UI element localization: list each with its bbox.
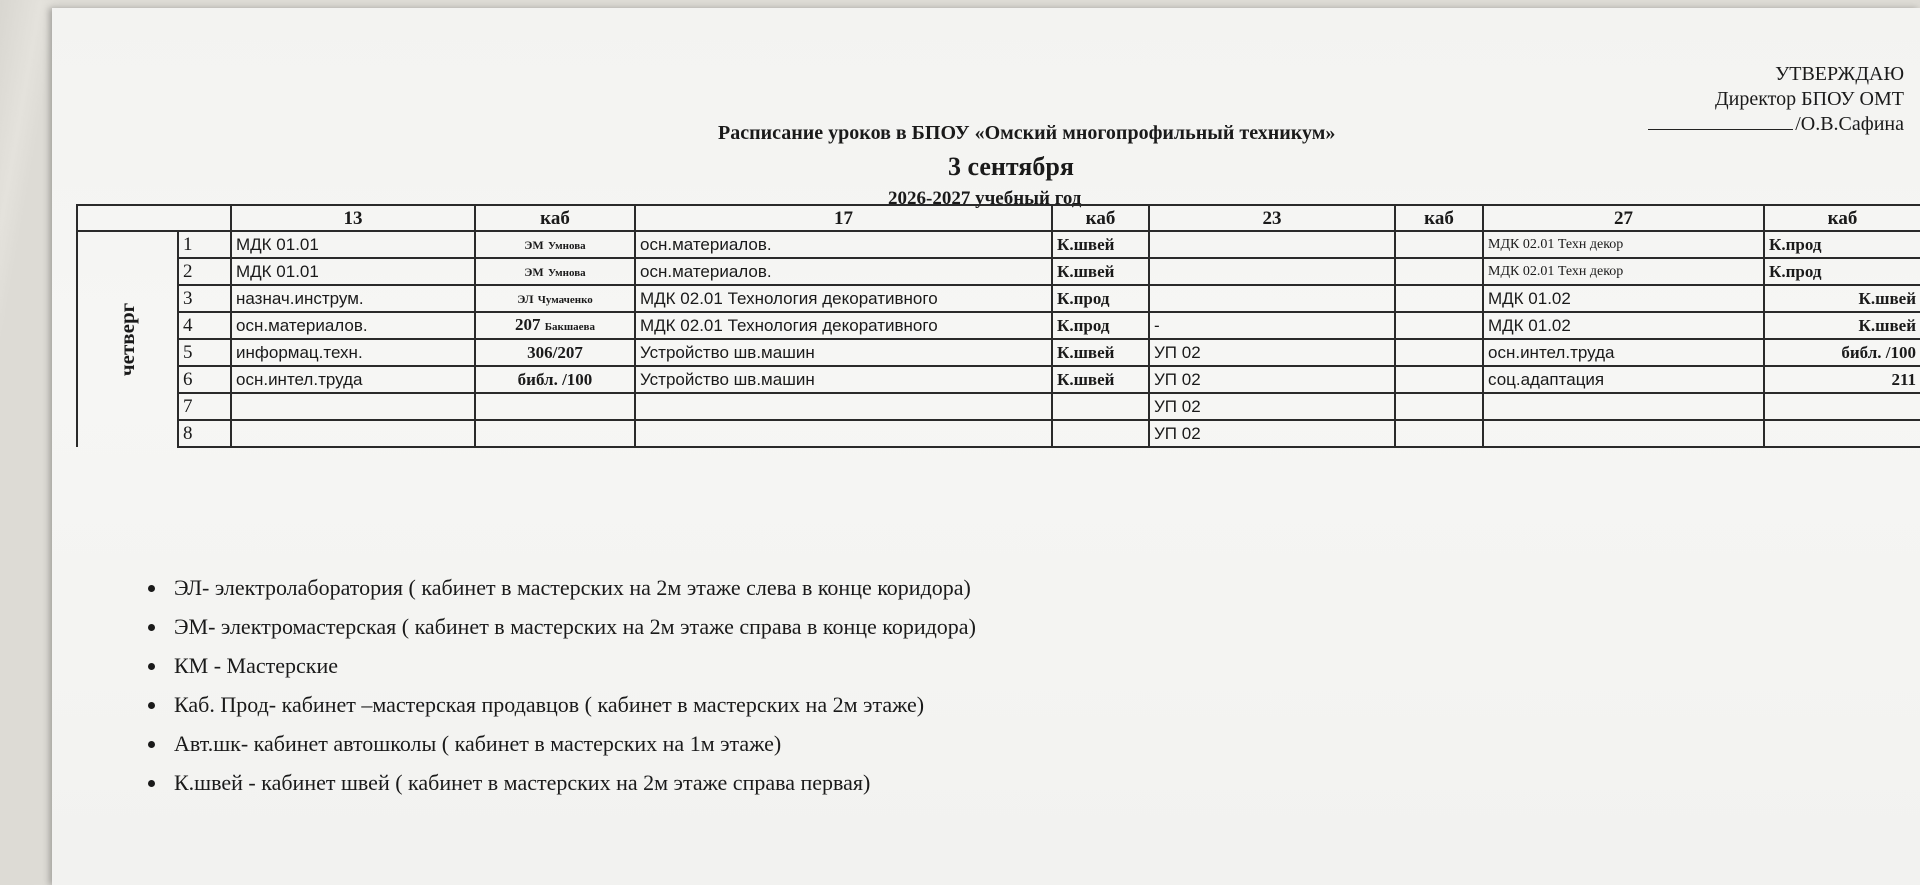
- room-13-teacher: Умнова: [548, 239, 586, 252]
- weekday-label: четверг: [114, 302, 139, 376]
- room-13-teacher: Бакшаева: [544, 320, 595, 333]
- room-13: [475, 312, 635, 339]
- lesson-number: 4: [178, 312, 231, 339]
- header-room-23: каб: [1395, 205, 1483, 231]
- approval-heading: УТВЕРЖДАЮ: [1775, 63, 1904, 85]
- room-13-teacher: Умнова: [548, 266, 586, 279]
- schedule-row: [77, 393, 1920, 420]
- room-13-code: ЭМ: [524, 237, 544, 252]
- subject-23: УП 02: [1149, 339, 1395, 366]
- room-17: [1052, 420, 1149, 447]
- subject-13: [231, 393, 475, 420]
- approval-director: Директор БПОУ ОМТ: [1714, 88, 1904, 110]
- legend-item: • ЭЛ- электролаборатория ( кабинет в мастерских на 2м этаже слева в конце коридора): [168, 568, 976, 607]
- header-row: [77, 205, 1920, 231]
- schedule-row: [77, 366, 1920, 393]
- academic-year: 2026-2027 учебный год: [888, 188, 1082, 209]
- schedule-date: 3 сентября: [948, 152, 1074, 181]
- room-23: [1395, 231, 1483, 258]
- signature-line: [1648, 113, 1793, 130]
- room-13: [475, 420, 635, 447]
- subject-17: Устройство шв.машин: [635, 366, 1052, 393]
- subject-17: МДК 02.01 Технология декоративного: [635, 285, 1052, 312]
- lesson-number: 2: [178, 258, 231, 285]
- legend-item: • ЭМ- электромастерская ( кабинет в мастерских на 2м этаже справа в конце коридора): [168, 607, 976, 646]
- header-group-23: 23: [1149, 205, 1395, 231]
- room-27: К.швей: [1764, 312, 1920, 339]
- room-13-code: библ. /100: [517, 370, 593, 389]
- room-13: [475, 285, 635, 312]
- subject-23: -: [1149, 312, 1395, 339]
- room-23: [1395, 393, 1483, 420]
- subject-17: [635, 420, 1052, 447]
- room-27: [1764, 420, 1920, 447]
- schedule-row: [77, 285, 1920, 312]
- room-17: [1052, 393, 1149, 420]
- approval-signature-name: /О.В.Сафина: [1795, 113, 1904, 135]
- legend-list: [130, 568, 976, 802]
- header-group-27: 27: [1483, 205, 1764, 231]
- room-17: К.швей: [1052, 231, 1149, 258]
- room-13-code: 306/207: [527, 343, 583, 362]
- lesson-number: 1: [178, 231, 231, 258]
- subject-23: [1149, 258, 1395, 285]
- room-13-code: ЭЛ: [517, 291, 534, 306]
- subject-27: МДК 02.01 Техн декор: [1483, 258, 1764, 285]
- subject-13: МДК 01.01: [231, 258, 475, 285]
- subject-23: УП 02: [1149, 420, 1395, 447]
- room-13: [475, 339, 635, 366]
- schedule-title: Расписание уроков в БПОУ «Омский многопрофильный техникум»: [718, 122, 1336, 144]
- approval-block: [1648, 62, 1904, 137]
- room-13-code: ЭМ: [524, 264, 544, 279]
- subject-13: назнач.инструм.: [231, 285, 475, 312]
- room-23: [1395, 339, 1483, 366]
- subject-17: [635, 393, 1052, 420]
- schedule-row: [77, 312, 1920, 339]
- room-13: [475, 366, 635, 393]
- subject-17: МДК 02.01 Технология декоративного: [635, 312, 1052, 339]
- legend-item: • К.швей - кабинет швей ( кабинет в мастерских на 2м этаже справа первая): [168, 763, 976, 802]
- subject-27: МДК 01.02: [1483, 285, 1764, 312]
- schedule-row: [77, 258, 1920, 285]
- room-27: К.швей: [1764, 285, 1920, 312]
- subject-23: [1149, 285, 1395, 312]
- header-group-13: 13: [231, 205, 475, 231]
- subject-13: [231, 420, 475, 447]
- subject-17: осн.материалов.: [635, 258, 1052, 285]
- room-13-code: 207: [515, 314, 541, 334]
- lesson-number: 3: [178, 285, 231, 312]
- legend-item: • Каб. Прод- кабинет –мастерская продавцов ( кабинет в мастерских на 2м этаже): [168, 685, 976, 724]
- subject-13: информац.техн.: [231, 339, 475, 366]
- subject-27: МДК 01.02: [1483, 312, 1764, 339]
- schedule-row: [77, 231, 1920, 258]
- subject-23: УП 02: [1149, 366, 1395, 393]
- room-27: К.прод: [1764, 231, 1920, 258]
- room-23: [1395, 366, 1483, 393]
- weekday-cell: [77, 231, 178, 447]
- subject-27: МДК 02.01 Техн декор: [1483, 231, 1764, 258]
- schedule-row: [77, 420, 1920, 447]
- room-17: К.прод: [1052, 285, 1149, 312]
- room-13-teacher: Чумаченко: [537, 293, 593, 306]
- room-23: [1395, 285, 1483, 312]
- lesson-number: 7: [178, 393, 231, 420]
- header-room-27: каб: [1764, 205, 1920, 231]
- room-27: 211: [1764, 366, 1920, 393]
- room-17: К.швей: [1052, 339, 1149, 366]
- subject-17: осн.материалов.: [635, 231, 1052, 258]
- legend-item: • Авт.шк- кабинет автошколы ( кабинет в мастерских на 1м этаже): [168, 724, 976, 763]
- room-13: [475, 258, 635, 285]
- subject-17: Устройство шв.машин: [635, 339, 1052, 366]
- room-17: К.прод: [1052, 312, 1149, 339]
- subject-13: осн.интел.труда: [231, 366, 475, 393]
- subject-27: соц.адаптация: [1483, 366, 1764, 393]
- subject-13: МДК 01.01: [231, 231, 475, 258]
- subject-27: [1483, 393, 1764, 420]
- lesson-number: 8: [178, 420, 231, 447]
- room-23: [1395, 258, 1483, 285]
- subject-27: осн.интел.труда: [1483, 339, 1764, 366]
- header-corner: [77, 205, 231, 231]
- room-23: [1395, 312, 1483, 339]
- room-27: К.прод: [1764, 258, 1920, 285]
- schedule-table: [76, 204, 1920, 448]
- header-room-13: каб: [475, 205, 635, 231]
- header-group-17: 17: [635, 205, 1052, 231]
- legend-item: • КМ - Мастерские: [168, 646, 976, 685]
- approval-signature: [1648, 112, 1904, 137]
- room-27: библ. /100: [1764, 339, 1920, 366]
- room-17: К.швей: [1052, 366, 1149, 393]
- subject-23: [1149, 231, 1395, 258]
- subject-13: осн.материалов.: [231, 312, 475, 339]
- room-17: К.швей: [1052, 258, 1149, 285]
- lesson-number: 6: [178, 366, 231, 393]
- room-13: [475, 393, 635, 420]
- room-13: [475, 231, 635, 258]
- subject-27: [1483, 420, 1764, 447]
- room-23: [1395, 420, 1483, 447]
- schedule-row: [77, 339, 1920, 366]
- lesson-number: 5: [178, 339, 231, 366]
- header-room-17: каб: [1052, 205, 1149, 231]
- subject-23: УП 02: [1149, 393, 1395, 420]
- room-27: [1764, 393, 1920, 420]
